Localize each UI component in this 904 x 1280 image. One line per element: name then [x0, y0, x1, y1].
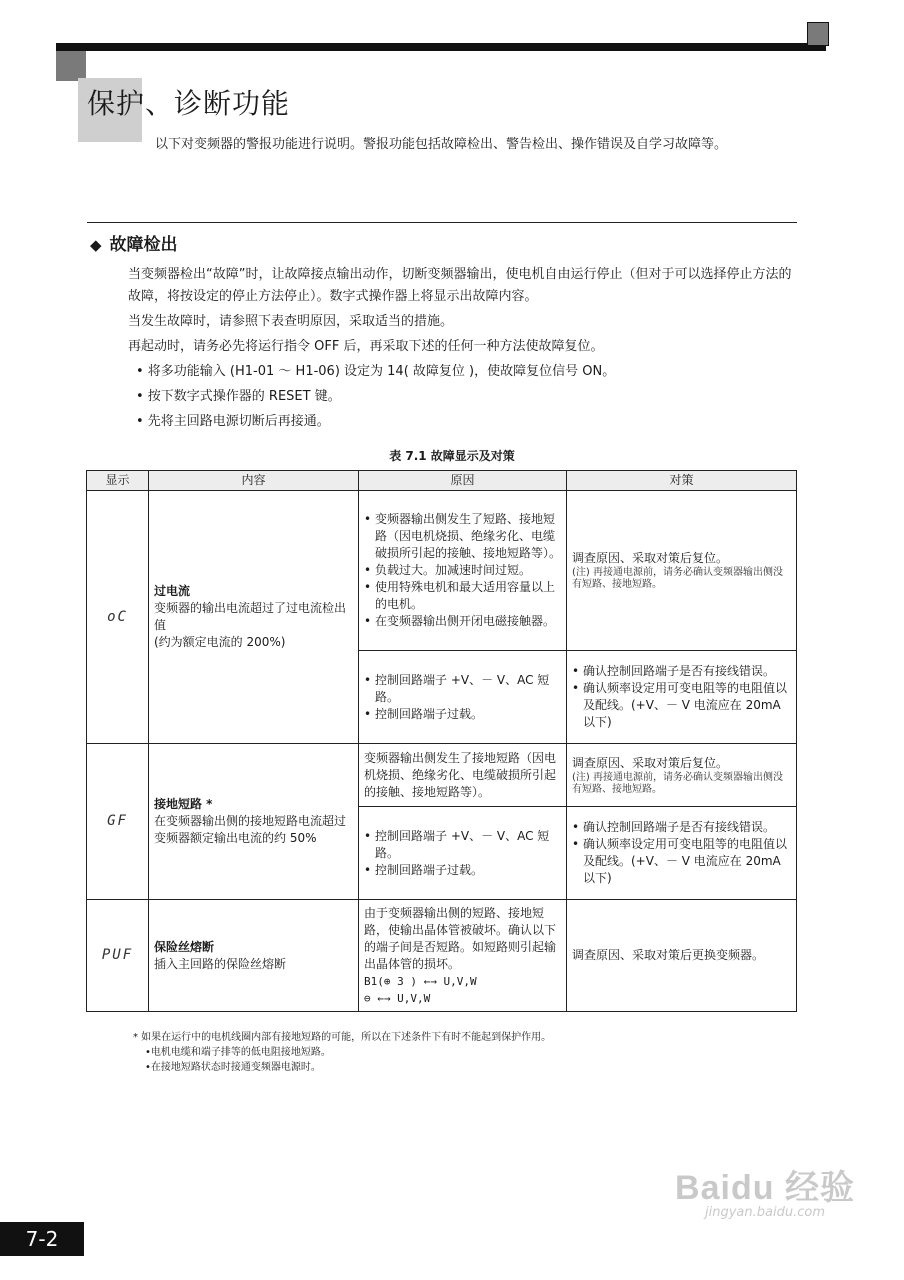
fault-desc: 在变频器输出侧的接地短路电流超过变频器额定输出电流的约 50% — [154, 814, 347, 845]
action-item: • 确认控制回路端子是否有接线错误。 — [572, 819, 791, 836]
cause-item: • 控制回路端子 +V、－ V、AC 短路。 — [364, 828, 561, 862]
fault-name: 保险丝熔断 — [154, 939, 215, 954]
bullet-item: • 按下数字式操作器的 RESET 键。 — [136, 389, 341, 404]
cause-item: • 在变频器输出侧开闭电磁接触器。 — [364, 613, 561, 630]
fault-cause — [359, 651, 567, 744]
fault-name: 接地短路 * — [154, 797, 213, 811]
table-caption: 表 7.1 故障显示及对策 — [389, 449, 515, 463]
diamond-icon: ◆ — [90, 236, 102, 254]
cause-item: • 控制回路端子过载。 — [364, 862, 561, 879]
header-content: 内容 — [149, 471, 359, 491]
watermark-logo: Baidu 经验 — [675, 1169, 855, 1207]
corner-marker-left — [56, 51, 86, 81]
fault-action — [567, 807, 797, 900]
section-rule — [87, 222, 797, 223]
fault-cause — [359, 491, 567, 651]
watermark-url: jingyan.baidu.com — [705, 1205, 825, 1220]
action-item: • 确认控制回路端子是否有接线错误。 — [572, 663, 791, 680]
cause-item: • 使用特殊电机和最大适用容量以上的电机。 — [364, 579, 561, 613]
section-title: 故障检出 — [109, 235, 178, 255]
fault-content — [149, 744, 359, 900]
action-item: • 确认频率设定用可变电阻等的电阻值以及配线。(+V、－ V 电流应在 20mA 以下) — [572, 836, 791, 887]
header-display: 显示 — [87, 471, 149, 491]
fault-code: oC — [87, 491, 149, 744]
fault-content — [149, 491, 359, 744]
cause-item: • 变频器输出侧发生了短路、接地短路（因电机烧损、绝缘劣化、电缆破损所引起的接触、接地短路等）。 — [364, 511, 561, 562]
terminal-formula: ⊖ ←→ U,V,W — [364, 991, 431, 1005]
footnote-item: •电机电缆和端子排等的低电阻接地短路。 — [145, 1047, 331, 1058]
fault-code: GF — [87, 744, 149, 900]
fault-name: 过电流 — [154, 584, 191, 598]
table-row — [87, 900, 797, 1012]
fault-desc: 变频器的输出电流超过了过电流检出值 — [154, 601, 347, 632]
bullet-item: • 先将主回路电源切断后再接通。 — [136, 414, 330, 429]
fault-cause: 变频器输出侧发生了接地短路（因电机烧损、绝缘劣化、电缆破损所引起的接触、接地短路等）。 — [359, 744, 567, 807]
fault-action — [567, 491, 797, 651]
fault-content — [149, 900, 359, 1012]
fault-action: 调查原因、采取对策后更换变频器。 — [567, 900, 797, 1012]
action-item: • 确认频率设定用可变电阻等的电阻值以及配线。(+V、－ V 电流应在 20mA 以下) — [572, 680, 791, 731]
fault-desc: 插入主回路的保险丝熔断 — [154, 956, 287, 971]
footnote — [133, 1030, 551, 1075]
action-note: (注) 再接通电源前，请务必确认变频器输出侧没有短路、接地短路。 — [572, 771, 783, 795]
section-heading — [90, 230, 178, 255]
paragraph: 当变频器检出“故障”时，让故障接点输出动作，切断变频器输出，使电机自由运行停止（但对于可以选择停止方法的故障，将按设定的停止方法停止）。数字式操作器上将显示出故障内容。 — [128, 267, 792, 304]
fault-action — [567, 744, 797, 807]
page-number: 7-2 — [0, 1222, 84, 1256]
paragraph: 当发生故障时，请参照下表查明原因，采取适当的措施。 — [128, 314, 454, 329]
action-text: 调查原因、采取对策后复位。 — [572, 755, 729, 770]
intro-text: 以下对变频器的警报功能进行说明。警报功能包括故障检出、警告检出、操作错误及自学习故障等。 — [155, 137, 728, 152]
watermark — [640, 1160, 890, 1220]
cause-item: • 负载过大。加减速时间过短。 — [364, 562, 561, 579]
cause-item: • 控制回路端子过载。 — [364, 706, 561, 723]
header-action: 对策 — [567, 471, 797, 491]
cause-text: 由于变频器输出侧的短路、接地短路，使输出晶体管被破坏。确认以下的端子间是否短路。如短路则引起输出晶体管的损坏。 — [364, 905, 557, 971]
action-note: (注) 再接通电源前，请务必确认变频器输出侧没有短路、接地短路。 — [572, 567, 783, 590]
table-header-row — [87, 471, 797, 491]
fault-code: PUF — [87, 900, 149, 1012]
cause-item: • 控制回路端子 +V、－ V、AC 短路。 — [364, 672, 561, 706]
header-cause: 原因 — [359, 471, 567, 491]
terminal-formula: B1(⊕ 3 ) ←→ U,V,W — [364, 974, 477, 988]
fault-cause — [359, 900, 567, 1012]
footnote-main: * 如果在运行中的电机线圈内部有接地短路的可能，所以在下述条件下有时不能起到保护作用。 — [133, 1032, 552, 1043]
corner-marker — [807, 22, 829, 46]
page-title: 保护、诊断功能 — [87, 87, 291, 120]
bullet-item: • 将多功能输入 (H1-01 ～ H1-06) 设定为 14( 故障复位 )，使故障复位信号 ON。 — [136, 364, 616, 379]
table-row — [87, 744, 797, 807]
fault-table — [86, 470, 797, 1012]
footnote-item: •在接地短路状态时接通变频器电源时。 — [145, 1062, 321, 1073]
fault-desc-extra: (约为额定电流的 200%) — [154, 635, 286, 649]
fault-cause — [359, 807, 567, 900]
table-row — [87, 491, 797, 651]
action-text: 调查原因、采取对策后复位。 — [572, 551, 729, 565]
section-body — [128, 264, 804, 436]
fault-action — [567, 651, 797, 744]
paragraph: 再起动时，请务必先将运行指令 OFF 后，再采取下述的任何一种方法使故障复位。 — [128, 339, 604, 354]
top-rule — [56, 43, 826, 51]
